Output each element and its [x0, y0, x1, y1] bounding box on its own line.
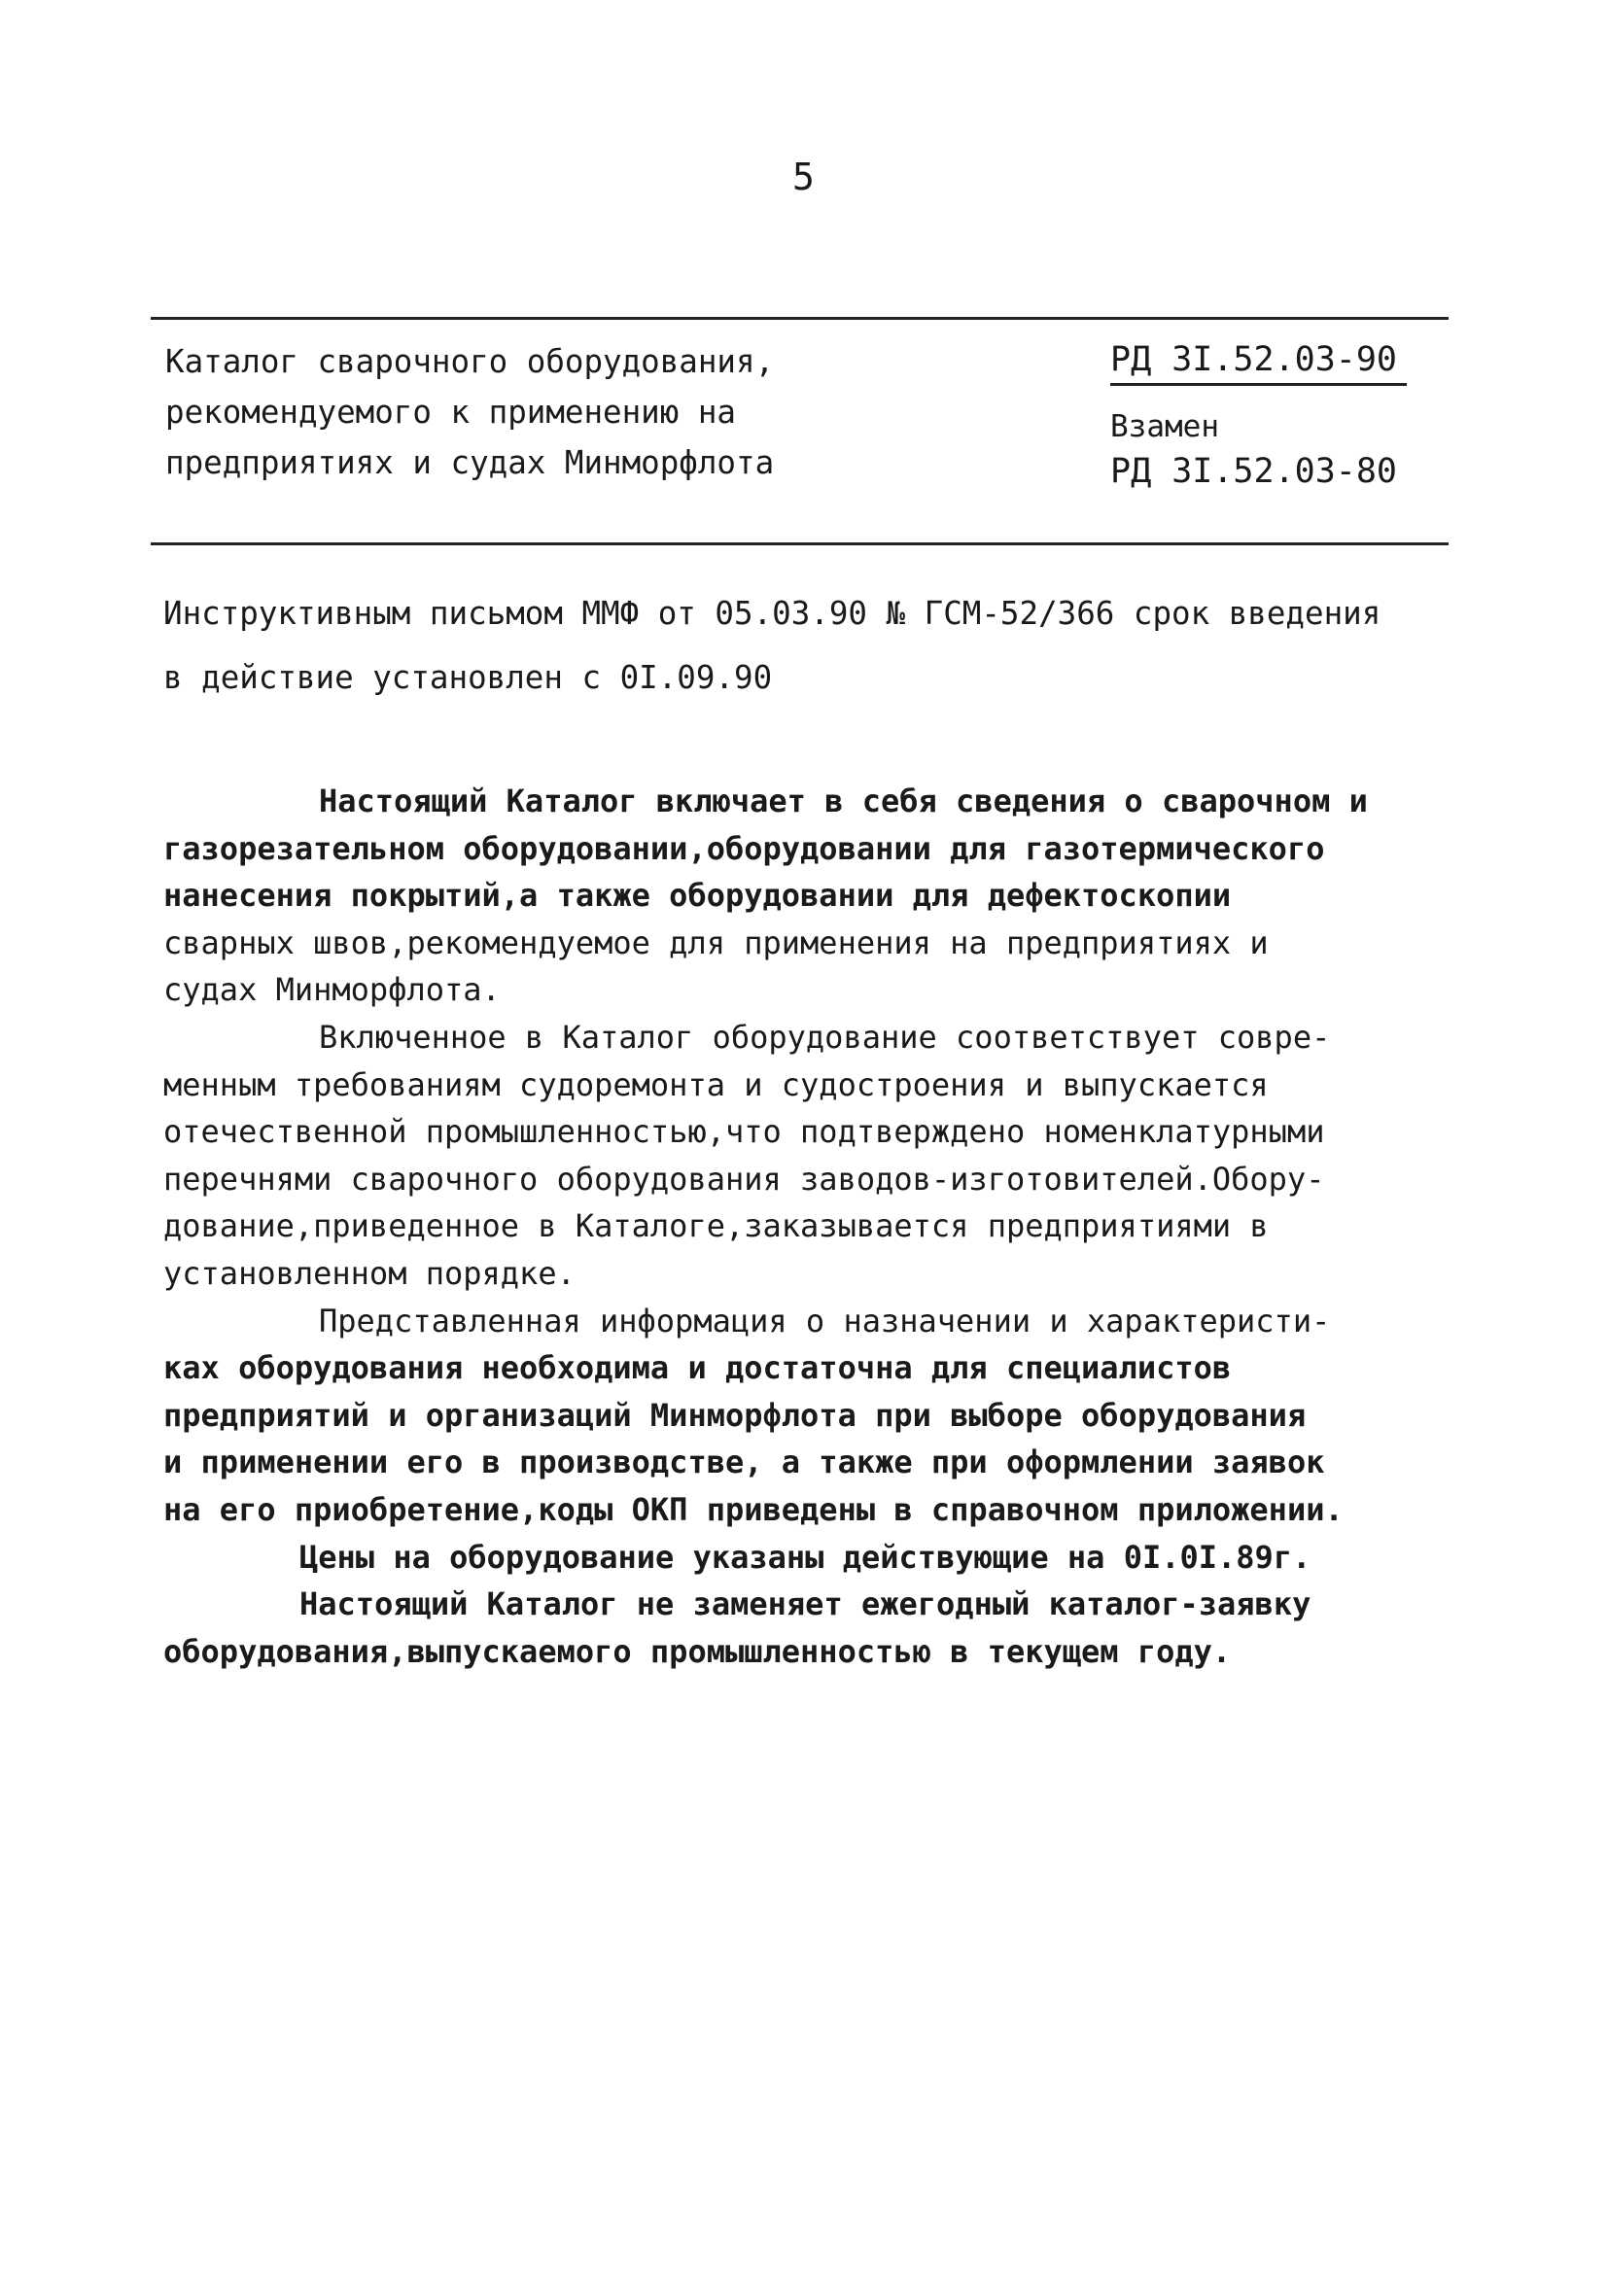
- header-bottom-rule: [151, 542, 1449, 545]
- paragraph-line: дование,приведенное в Каталоге,заказывается предприятиями в: [163, 1207, 1269, 1245]
- document-code-block: [1110, 336, 1421, 497]
- paragraph-line: перечнями сварочного оборудования заводов-изготовителей.Обору-: [163, 1160, 1325, 1198]
- paragraph-line: и применении его в производстве, а также при оформлении заявок: [163, 1444, 1325, 1481]
- paragraph-line: нанесения покрытий,а также оборудовании для дефектоскопии: [163, 877, 1232, 915]
- paragraph-line: менным требованиям судоремонта и судостроения и выпускается: [163, 1065, 1269, 1103]
- document-code: РД 3I.52.03-90: [1110, 336, 1407, 386]
- paragraph-line: оборудования,выпускаемого промышленностью в текущем году.: [163, 1632, 1232, 1670]
- header-top-rule: [151, 317, 1449, 320]
- paragraph-line: Настоящий Каталог включает в себя сведения о сварочном и: [319, 783, 1368, 819]
- paragraph-line: Включенное в Каталог оборудование соответствует совре-: [319, 1018, 1331, 1056]
- title-line: предприятиях и судах Минморфлота: [165, 444, 775, 481]
- paragraph-line: установленном порядке.: [163, 1254, 576, 1292]
- instruction-line: в действие установлен с 0I.09.90: [163, 659, 773, 696]
- replaced-document-code: РД 3I.52.03-80: [1110, 452, 1398, 491]
- instruction-line: Инструктивным письмом ММФ от 05.03.90 № ГСМ-52/366 срок введения: [163, 595, 1381, 632]
- title-line: Каталог сварочного оборудования,: [165, 343, 775, 380]
- paragraph-line: Цены на оборудование указаны действующие на 0I.0I.89г.: [299, 1538, 1311, 1576]
- instruction-note: [163, 581, 1466, 710]
- paragraph-line: предприятий и организаций Минморфлота при выборе оборудования: [163, 1396, 1307, 1434]
- paragraph-line: судах Минморфлота.: [163, 971, 501, 1009]
- paragraph-line: Представленная информация о назначении и характеристи-: [319, 1302, 1331, 1339]
- document-header: [165, 336, 1449, 531]
- paragraph-line: Настоящий Каталог не заменяет ежегодный каталог-заявку: [299, 1585, 1311, 1623]
- paragraph-line: газорезательном оборудовании,оборудовании для газотермического: [163, 829, 1325, 867]
- paragraph-line: на его приобретение,коды ОКП приведены в справочном приложении.: [163, 1490, 1344, 1528]
- document-title: [165, 336, 904, 488]
- paragraph-line: отечественной промышленностью,что подтверждено номенклатурными: [163, 1113, 1325, 1151]
- paragraph-line: ках оборудования необходима и достаточна для специалистов: [163, 1349, 1232, 1387]
- paragraph-line: сварных швов,рекомендуемое для применения на предприятиях и: [163, 923, 1269, 961]
- replaces-label: Взамен: [1110, 409, 1219, 444]
- body-text: [163, 778, 1466, 1675]
- title-line: рекомендуемого к применению на: [165, 394, 736, 431]
- page-number: 5: [792, 156, 816, 198]
